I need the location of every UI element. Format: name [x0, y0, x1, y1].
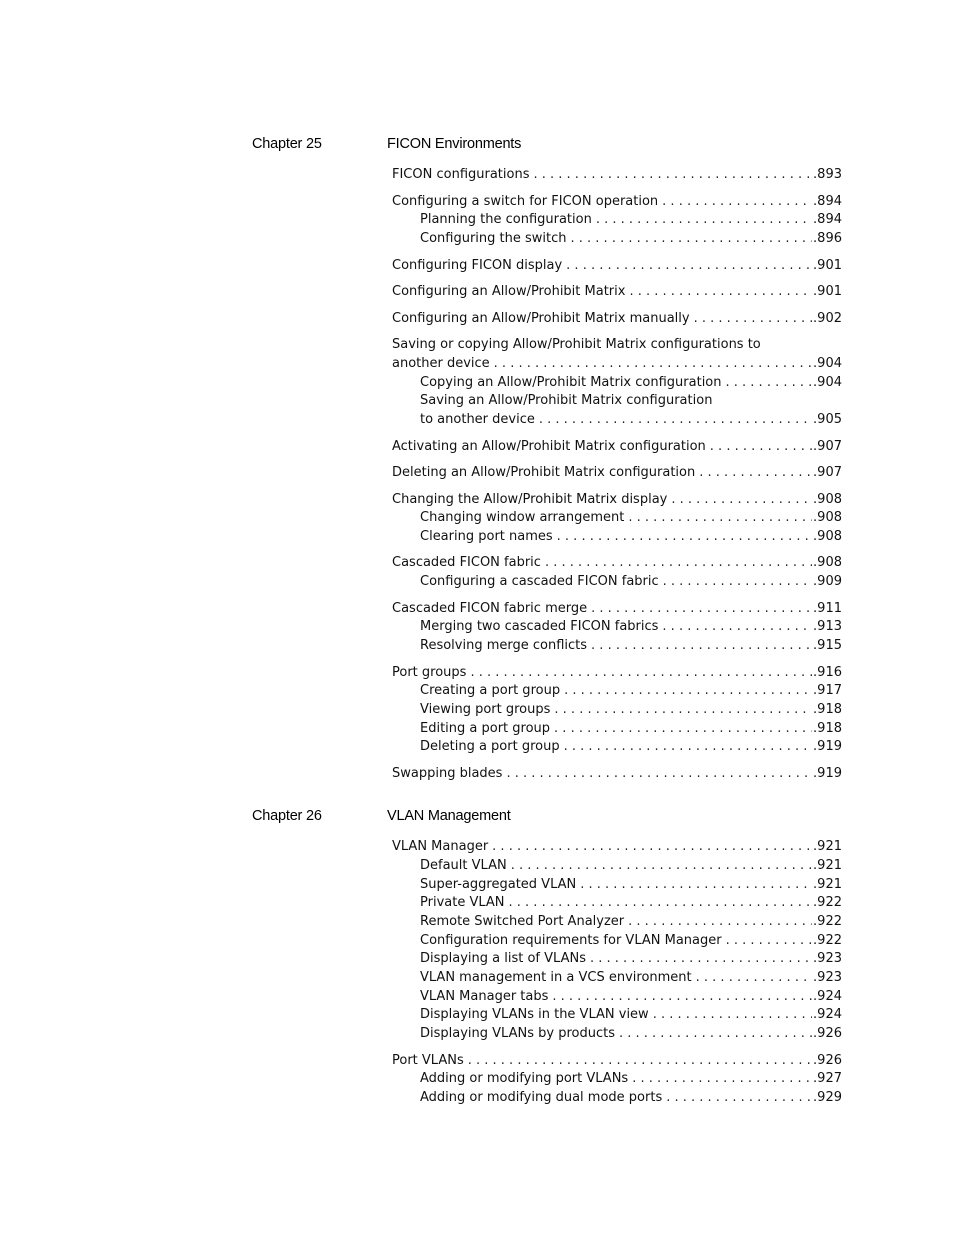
toc-entry[interactable] [392, 166, 842, 185]
chapter-title: FICON Environments [387, 136, 522, 152]
toc-page-number: .896 [813, 231, 842, 246]
toc-entry-text: Cascaded FICON fabric merge [392, 601, 588, 616]
leader-dots [591, 637, 812, 656]
toc-entry[interactable] [392, 336, 842, 373]
toc-page-number: .904 [813, 375, 842, 390]
toc-page-number: .909 [813, 574, 842, 589]
toc-subentry[interactable] [420, 969, 842, 988]
leader-dots [632, 1070, 812, 1089]
toc-entry-text: Deleting an Allow/Prohibit Matrix configuration [392, 465, 696, 480]
toc-entry-text-first-line: Saving an Allow/Prohibit Matrix configuration [420, 393, 713, 408]
toc-entry-text: Displaying VLANs in the VLAN view [420, 1007, 649, 1022]
toc-page-number: .908 [813, 510, 842, 525]
toc-page-number: .915 [813, 638, 842, 653]
toc-entry-text: Configuring an Allow/Prohibit Matrix [392, 284, 626, 299]
toc-entry[interactable] [392, 257, 842, 276]
leader-dots [653, 1006, 812, 1025]
toc-subentry[interactable] [420, 374, 842, 393]
toc-subentry[interactable] [420, 573, 842, 592]
toc-page-number: .908 [813, 555, 842, 570]
leader-dots [492, 838, 812, 857]
toc-entry-text: FICON configurations [392, 167, 530, 182]
toc-page-number: .923 [813, 970, 842, 985]
toc-subentry[interactable] [420, 857, 842, 876]
toc-entry-text: Configuring a cascaded FICON fabric [420, 574, 659, 589]
toc-page-number: .913 [813, 619, 842, 634]
toc-entry-text: Remote Switched Port Analyzer [420, 914, 625, 929]
toc-entry-text: Port VLANs [392, 1053, 464, 1068]
toc-page-number: .924 [813, 1007, 842, 1022]
leader-dots [509, 894, 813, 913]
leader-dots [554, 720, 812, 739]
toc-page-number: .922 [813, 933, 842, 948]
toc-entry-text: Editing a port group [420, 721, 551, 736]
toc-entry-text: VLAN management in a VCS environment [420, 970, 692, 985]
leader-dots [506, 765, 812, 784]
toc-page-number: .894 [813, 194, 842, 209]
leader-dots [590, 950, 812, 969]
toc-subentry[interactable] [420, 211, 842, 230]
toc-entry[interactable] [392, 838, 842, 857]
toc-page-number: .901 [813, 258, 842, 273]
toc-entry[interactable] [392, 283, 842, 302]
toc-entry-text: VLAN Manager [392, 839, 489, 854]
toc-page-number: .893 [813, 167, 842, 182]
toc-entry-text: Displaying a list of VLANs [420, 951, 586, 966]
toc-entry-text: Copying an Allow/Prohibit Matrix configuration [420, 375, 722, 390]
leader-dots [552, 988, 812, 1007]
toc-subentry[interactable] [420, 682, 842, 701]
toc-page-number: .922 [813, 914, 842, 929]
leader-dots [564, 682, 812, 701]
toc-page-number: .905 [813, 411, 842, 427]
toc-entry-text-first-line: Saving or copying Allow/Prohibit Matrix configurations to [392, 337, 761, 352]
chapter-title: VLAN Management [387, 808, 511, 824]
toc-entry-text: Merging two cascaded FICON fabrics [420, 619, 659, 634]
toc-entry[interactable] [392, 193, 842, 212]
leader-dots [694, 310, 812, 329]
toc-entry-text: Planning the configuration [420, 212, 592, 227]
toc-entry[interactable] [392, 554, 842, 573]
toc-page-number: .921 [813, 877, 842, 892]
leader-dots [628, 509, 812, 528]
toc-entry-text: Changing window arrangement [420, 510, 625, 525]
toc-entry-text: Private VLAN [420, 895, 505, 910]
leader-dots [468, 1052, 812, 1071]
toc-entry[interactable] [392, 1052, 842, 1071]
chapter-heading [252, 808, 852, 828]
chapter-label: Chapter 25 [252, 136, 322, 152]
toc-entry-text: Configuring the switch [420, 231, 567, 246]
toc-subentry[interactable] [420, 701, 842, 720]
toc-entry[interactable] [392, 600, 842, 619]
leader-dots [533, 166, 812, 185]
toc-subentry[interactable] [420, 1089, 842, 1108]
toc-page-number: .919 [813, 739, 842, 754]
toc-entry-text: Adding or modifying port VLANs [420, 1071, 629, 1086]
leader-dots [545, 554, 812, 573]
toc-entry-text: another device [392, 355, 490, 371]
toc-subentry[interactable] [420, 230, 842, 249]
toc-page-number: .923 [813, 951, 842, 966]
toc-page-number: .908 [813, 529, 842, 544]
leader-dots [564, 738, 812, 757]
toc-entry-text: VLAN Manager tabs [420, 989, 549, 1004]
leader-dots [699, 464, 812, 483]
leader-dots [629, 283, 812, 302]
toc-entry-text: Configuring an Allow/Prohibit Matrix manually [392, 311, 690, 326]
toc-entry[interactable] [392, 664, 842, 683]
toc-subentry[interactable] [420, 894, 842, 913]
toc-page-number: .917 [813, 683, 842, 698]
leader-dots [628, 913, 812, 932]
toc-entry[interactable] [392, 491, 842, 510]
toc-entry-text: to another device [420, 411, 535, 427]
toc-entry[interactable] [392, 464, 842, 483]
toc-subentry[interactable] [420, 528, 842, 547]
chapter-label: Chapter 26 [252, 808, 322, 824]
toc-entry-text: Resolving merge conflicts [420, 638, 588, 653]
toc-entry-text: Super-aggregated VLAN [420, 877, 577, 892]
leader-dots [666, 1089, 812, 1108]
leader-dots [710, 438, 812, 457]
toc-entry-text: Port groups [392, 665, 467, 680]
leader-dots [539, 411, 812, 430]
toc-entry[interactable] [392, 765, 842, 784]
toc-subentry[interactable] [420, 950, 842, 969]
toc-subentry[interactable] [420, 618, 842, 637]
toc-entry-text: Deleting a port group [420, 739, 560, 754]
toc-subentry[interactable] [420, 738, 842, 757]
toc-page-number: .924 [813, 989, 842, 1004]
toc-page-number: .907 [813, 439, 842, 454]
toc-subentry[interactable] [420, 720, 842, 739]
toc-entry-text: Viewing port groups [420, 702, 551, 717]
toc-page-number: .904 [813, 355, 842, 371]
toc-entry-text: Swapping blades [392, 766, 503, 781]
toc-page-number: .918 [813, 702, 842, 717]
toc-page-number: .916 [813, 665, 842, 680]
toc-entry-text: Cascaded FICON fabric [392, 555, 541, 570]
leader-dots [662, 193, 812, 212]
toc-subentry[interactable] [420, 1006, 842, 1025]
toc-page-number: .926 [813, 1026, 842, 1041]
leader-dots [571, 230, 813, 249]
toc-entry-text: Changing the Allow/Prohibit Matrix display [392, 492, 668, 507]
leader-dots [580, 876, 812, 895]
toc-subentry[interactable] [420, 637, 842, 656]
toc-page-number: .927 [813, 1071, 842, 1086]
toc-subentry[interactable] [420, 913, 842, 932]
leader-dots [726, 932, 812, 951]
leader-dots [671, 491, 812, 510]
toc-entry-text: Configuring FICON display [392, 258, 563, 273]
toc-entry-text: Configuration requirements for VLAN Manager [420, 933, 722, 948]
leader-dots [494, 355, 812, 374]
chapter-heading [252, 136, 852, 156]
toc-entry[interactable] [392, 310, 842, 329]
toc-page-number: .901 [813, 284, 842, 299]
toc-subentry[interactable] [420, 932, 842, 951]
toc-entry-text: Adding or modifying dual mode ports [420, 1090, 663, 1105]
leader-dots [557, 528, 812, 547]
leader-dots [619, 1025, 812, 1044]
toc-subentry[interactable] [420, 509, 842, 528]
toc-page-number: .911 [813, 601, 842, 616]
toc-subentry[interactable] [420, 1025, 842, 1044]
leader-dots [566, 257, 812, 276]
toc-entry-text: Displaying VLANs by products [420, 1026, 615, 1041]
toc-page-number: .902 [813, 311, 842, 326]
toc-subentry[interactable] [420, 1070, 842, 1089]
toc-page-number: .907 [813, 465, 842, 480]
toc-page-number: .926 [813, 1053, 842, 1068]
toc-page-number: .908 [813, 492, 842, 507]
toc-entry-text: Configuring a switch for FICON operation [392, 194, 659, 209]
leader-dots [726, 374, 813, 393]
toc-page-number: .894 [813, 212, 842, 227]
leader-dots [591, 600, 812, 619]
toc-subentry[interactable] [420, 988, 842, 1007]
toc-entry-text: Activating an Allow/Prohibit Matrix configuration [392, 439, 706, 454]
leader-dots [596, 211, 812, 230]
leader-dots [511, 857, 812, 876]
leader-dots [470, 664, 812, 683]
leader-dots [554, 701, 812, 720]
toc-page-number: .921 [813, 839, 842, 854]
toc-page-number: .919 [813, 766, 842, 781]
toc-page-number: .918 [813, 721, 842, 736]
toc-subentry[interactable] [420, 392, 842, 429]
toc-page-number: .921 [813, 858, 842, 873]
toc-entry-text: Clearing port names [420, 529, 553, 544]
toc-entry[interactable] [392, 438, 842, 457]
toc-page-number: .929 [813, 1090, 842, 1105]
leader-dots [663, 573, 812, 592]
toc-page-number: .922 [813, 895, 842, 910]
leader-dots [662, 618, 812, 637]
toc-subentry[interactable] [420, 876, 842, 895]
toc-entry-text: Creating a port group [420, 683, 561, 698]
leader-dots [696, 969, 812, 988]
toc-entry-text: Default VLAN [420, 858, 507, 873]
